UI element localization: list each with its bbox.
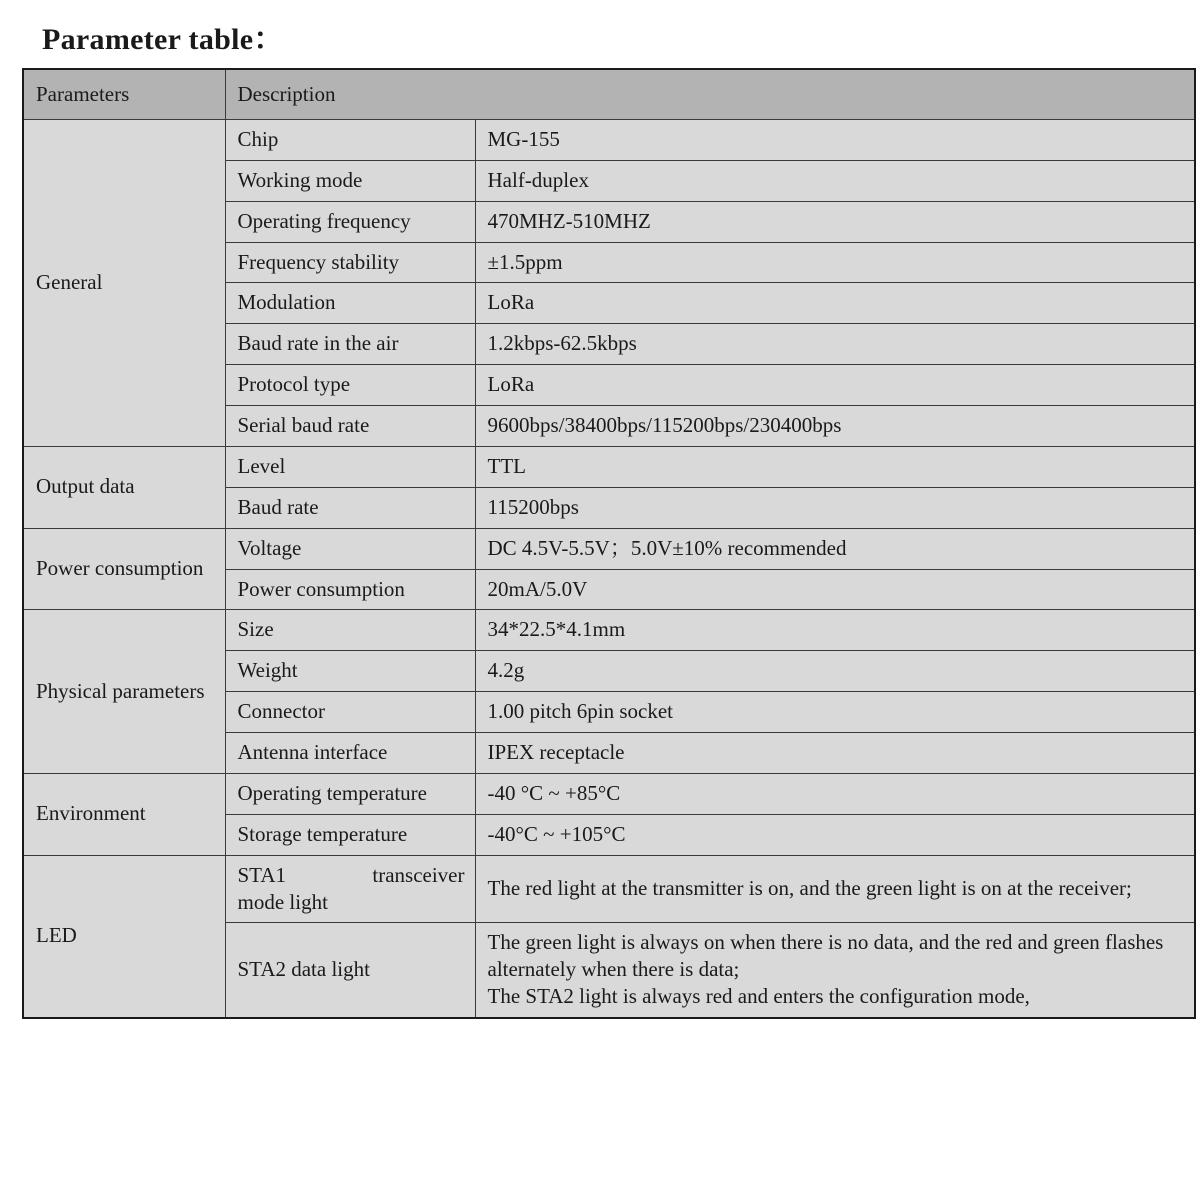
param-label: Weight: [225, 651, 475, 692]
column-header-parameters: Parameters: [23, 69, 225, 119]
param-value: 1.2kbps-62.5kbps: [475, 324, 1195, 365]
table-row: [23, 119, 1195, 160]
param-label: STA2 data light: [225, 923, 475, 1018]
param-label: Baud rate in the air: [225, 324, 475, 365]
param-label: Operating temperature: [225, 773, 475, 814]
param-value: ±1.5ppm: [475, 242, 1195, 283]
param-label: Working mode: [225, 160, 475, 201]
param-label: Serial baud rate: [225, 406, 475, 447]
page-title: Parameter table：: [42, 23, 284, 56]
param-value: 9600bps/38400bps/115200bps/230400bps: [475, 406, 1195, 447]
param-label: Power consumption: [225, 569, 475, 610]
column-header-description: Description: [225, 69, 1195, 119]
sta1-word-3: mode light: [237, 889, 328, 914]
param-value: TTL: [475, 446, 1195, 487]
group-label-general: General: [23, 119, 225, 446]
group-label-output-data: Output data: [23, 446, 225, 528]
param-label-sta1: [225, 855, 475, 923]
table-row: [23, 446, 1195, 487]
table-header: [23, 69, 1195, 119]
param-value: 115200bps: [475, 487, 1195, 528]
table-row: [23, 528, 1195, 569]
param-value: 1.00 pitch 6pin socket: [475, 692, 1195, 733]
parameter-table: [22, 68, 1196, 1019]
param-label: Chip: [225, 119, 475, 160]
sta1-word-2: transceiver: [372, 862, 465, 887]
table-row: [23, 610, 1195, 651]
table-body: [23, 119, 1195, 1018]
table-row: [23, 855, 1195, 923]
param-value: 34*22.5*4.1mm: [475, 610, 1195, 651]
param-label: Protocol type: [225, 365, 475, 406]
param-label: Operating frequency: [225, 201, 475, 242]
sta2-value-line-1: The green light is always on when there is no data, and the red and green flashes alternately when there is data;: [487, 930, 1164, 982]
group-label-environment: Environment: [23, 773, 225, 855]
param-value: 4.2g: [475, 651, 1195, 692]
param-value-sta1: The red light at the transmitter is on, and the green light is on at the receiver;: [475, 855, 1195, 923]
group-label-led: LED: [23, 855, 225, 1018]
group-label-physical-parameters: Physical parameters: [23, 610, 225, 774]
group-label-power-consumption: Power consumption: [23, 528, 225, 610]
param-label: Modulation: [225, 283, 475, 324]
param-label: Connector: [225, 692, 475, 733]
param-value: Half-duplex: [475, 160, 1195, 201]
param-label: Antenna interface: [225, 733, 475, 774]
param-label: Storage temperature: [225, 814, 475, 855]
param-label: Baud rate: [225, 487, 475, 528]
param-label: Voltage: [225, 528, 475, 569]
param-value: LoRa: [475, 365, 1195, 406]
param-value: 470MHZ-510MHZ: [475, 201, 1195, 242]
table-row: [23, 773, 1195, 814]
sta2-value-line-2: The STA2 light is always red and enters the configuration mode,: [487, 984, 1030, 1009]
param-label: Size: [225, 610, 475, 651]
param-value: -40 °C ~ +85°C: [475, 773, 1195, 814]
table-header-row: [23, 69, 1195, 119]
sta1-word-1: STA1: [237, 862, 286, 887]
param-label-sta1-line1: [238, 862, 465, 889]
param-value: -40°C ~ +105°C: [475, 814, 1195, 855]
param-label: Frequency stability: [225, 242, 475, 283]
param-value: MG-155: [475, 119, 1195, 160]
param-value: IPEX receptacle: [475, 733, 1195, 774]
param-value: DC 4.5V-5.5V；5.0V±10% recommended: [475, 528, 1195, 569]
param-value: 20mA/5.0V: [475, 569, 1195, 610]
param-label: Level: [225, 446, 475, 487]
param-value-sta2: [475, 923, 1195, 1018]
param-value: LoRa: [475, 283, 1195, 324]
